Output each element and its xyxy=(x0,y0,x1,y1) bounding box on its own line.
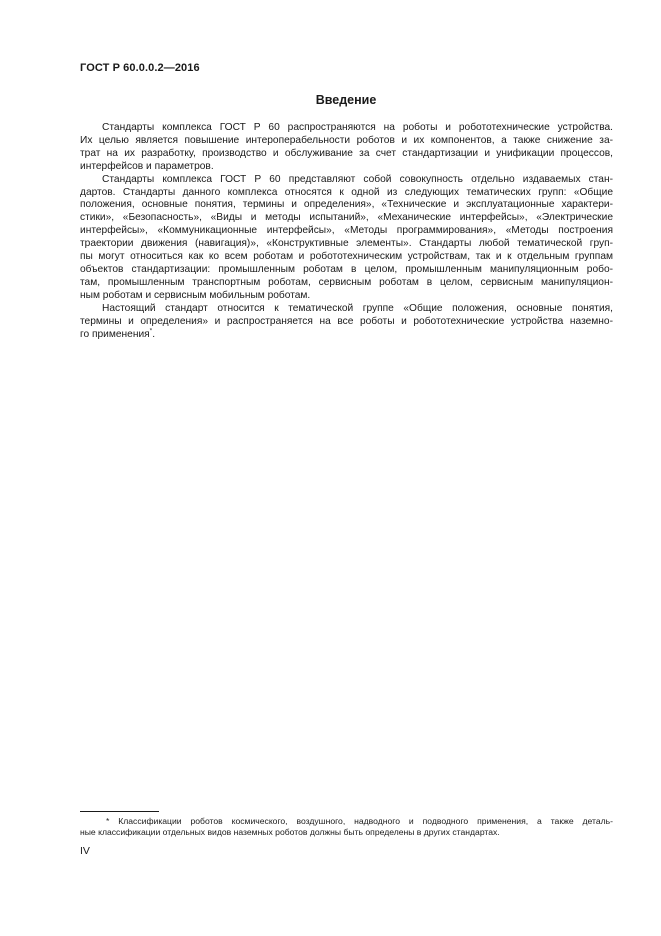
paragraph-1-line: трат на их разработку, производство и обслуживание за счет стандартизации и унификации процессов, xyxy=(80,147,613,159)
footnote xyxy=(80,816,613,838)
paragraph-2-line: интерфейсы», «Коммуникационные интерфейсы», «Методы программирования», «Методы построения xyxy=(80,225,613,237)
paragraph-2-line: траектории движения (навигация)», «Конструктивные элементы». Стандарты любой тематической груп- xyxy=(80,238,613,250)
paragraph-2-line: положения, основные понятия, термины и определения», «Технические и эксплуатационные характери- xyxy=(80,199,613,211)
paragraph-2-line: там, промышленным транспортным роботам, сервисным роботам в целом, сервисным манипуляцион- xyxy=(80,276,613,288)
footnote-line: * Классификации роботов космического, воздушного, надводного и подводного применения, а также деталь- xyxy=(106,816,613,826)
document-code: ГОСТ Р 60.0.0.2—2016 xyxy=(80,62,200,74)
footnote-separator xyxy=(80,811,159,812)
footnote-reference: * xyxy=(149,327,153,335)
paragraph-3-line: термины и определения» и распространяется на все роботы и робототехнические устройства наземно- xyxy=(80,315,613,327)
paragraph-3-line: го применения xyxy=(80,328,150,340)
paragraph-1-line: Их целью является повышение интероперабельности роботов и их компонентов, а также снижение за- xyxy=(80,134,613,146)
sentence-period: . xyxy=(152,328,156,340)
section-title: Введение xyxy=(315,93,377,107)
paragraph-2-line: пы могут относиться как ко всем роботам и робототехническим устройствам, так и к отдельным группам xyxy=(80,251,613,263)
paragraph-1-line: Стандарты комплекса ГОСТ Р 60 распространяются на роботы и робототехнические устройства. xyxy=(102,122,613,133)
paragraph-2-line: ным роботам и сервисным мобильным роботам. xyxy=(80,289,311,301)
paragraph-2-line: объектов стандартизации: промышленным роботам в целом, промышленным манипуляционным робо- xyxy=(80,263,613,275)
footnote-line: ные классификации отдельных видов наземных роботов должны быть определены в других стандартах. xyxy=(80,827,500,837)
paragraph-2-line: дартов. Стандарты данного комплекса относятся к одной из следующих тематических групп: «Общие xyxy=(80,186,613,198)
paragraph-3-last-line xyxy=(80,329,613,342)
paragraph-2-line: Стандарты комплекса ГОСТ Р 60 представляют собой совокупность отдельно издаваемых стан- xyxy=(102,173,613,185)
paragraph-3-line: Настоящий стандарт относится к тематической группе «Общие положения, основные понятия, xyxy=(102,302,613,314)
paragraph-2-line: стики», «Безопасность», «Виды и методы испытаний», «Механические интерфейсы», «Электрические xyxy=(80,212,613,224)
paragraph-1-line: интерфейсов и параметров. xyxy=(80,160,214,172)
introduction-body xyxy=(80,122,613,341)
page-number: IV xyxy=(80,845,90,857)
